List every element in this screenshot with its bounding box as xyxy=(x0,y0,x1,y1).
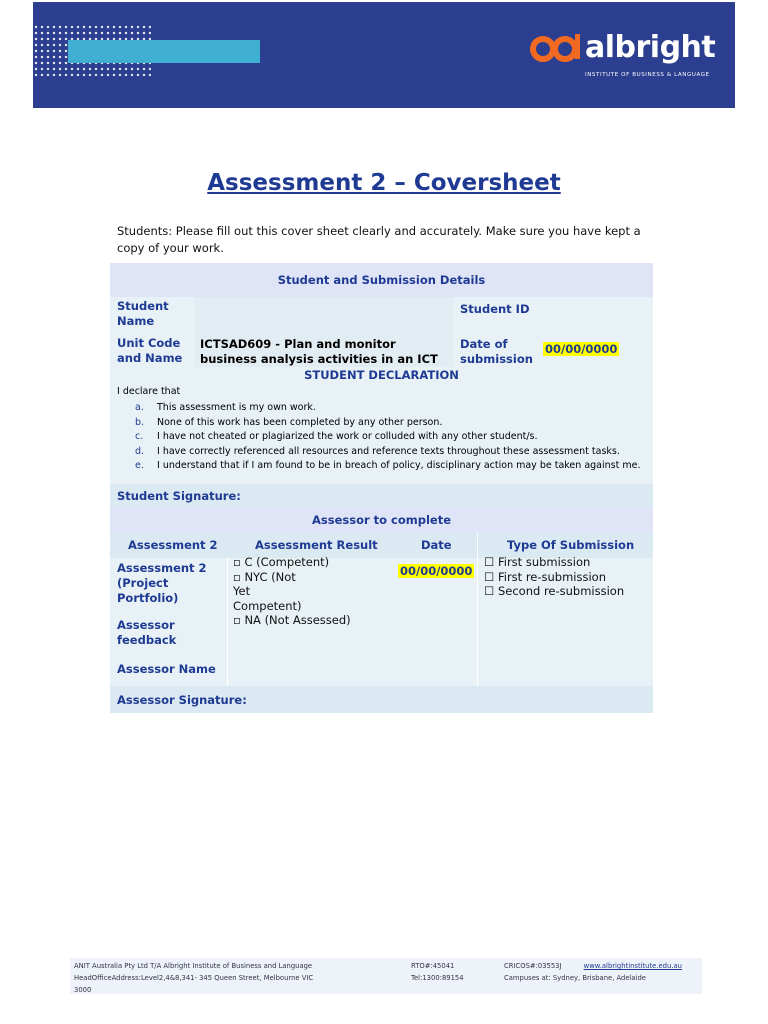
logo-subtitle: INSTITUTE OF BUSINESS & LANGUAGE xyxy=(585,72,710,78)
footer-company-line1: ANIT Australia Pty Ltd T/A Albright Institute of Business and Language xyxy=(74,962,313,970)
footer-rto: RTO#:45041 xyxy=(411,962,455,970)
assessor-section-title: Assessor to complete xyxy=(110,507,653,533)
footer-institution xyxy=(504,960,682,984)
footer-company-line2: HeadOfficeAddress:Level2,4&8,341- 345 Queen Street, Melbourne VIC xyxy=(74,974,314,982)
submission-type-second-resubmission[interactable]: ☐ Second re-submission xyxy=(484,584,625,598)
date-of-submission-label: Date of submission xyxy=(460,337,533,366)
result-option-competent[interactable]: ▫ C (Competent) xyxy=(233,555,330,569)
column-divider xyxy=(227,558,228,686)
row-unit xyxy=(110,335,653,367)
declaration-item: e. I understand that if I am found to be in breach of policy, disciplinary action may be taken against me. xyxy=(135,460,641,472)
unit-code-label: Unit Code and Name xyxy=(117,336,183,365)
assessor-name-label: Assessor Name xyxy=(117,662,216,676)
intro-text: Students: Please fill out this cover sheet clearly and accurately. Make sure you have kept a copy of your work. xyxy=(117,224,641,255)
student-declaration xyxy=(110,367,653,484)
footer-cricos: CRICOS#:03553J xyxy=(504,962,562,970)
assessor-feedback-label: Assessor feedback xyxy=(117,618,177,647)
declaration-intro: I declare that xyxy=(117,386,181,397)
footer-campuses: Campuses at: Sydney, Brisbane, Adelaide xyxy=(504,974,646,982)
logo-wordmark: albright xyxy=(585,30,716,65)
column-divider xyxy=(477,558,478,686)
page-title: Assessment 2 – Coversheet xyxy=(207,170,561,196)
student-signature-field[interactable] xyxy=(110,484,653,507)
declaration-list xyxy=(135,401,640,474)
column-assessment: Assessment 2 xyxy=(128,538,218,552)
result-option-nyc[interactable]: ▫ NYC (Not xyxy=(233,569,296,584)
submission-type-first-resubmission[interactable]: ☐ First re-submission xyxy=(484,569,607,584)
submission-date-field[interactable] xyxy=(543,338,619,357)
row-student-name xyxy=(110,297,653,335)
submission-date-value: 00/00/0000 xyxy=(545,342,618,356)
result-date-field[interactable] xyxy=(398,560,474,579)
decorative-accent-bar xyxy=(68,40,260,63)
declaration-title: STUDENT DECLARATION xyxy=(304,368,459,382)
footer-tel: Tel:1300:89154 xyxy=(411,974,464,982)
student-signature-label: Student Signature: xyxy=(117,488,241,503)
assessor-signature-field[interactable] xyxy=(110,686,653,713)
albright-logo-mark-icon xyxy=(529,32,581,66)
albright-logo xyxy=(529,30,716,86)
student-name-field[interactable] xyxy=(195,297,453,335)
submission-type-options xyxy=(484,555,652,599)
result-option-nyc-line2: Yet xyxy=(233,584,251,598)
declaration-item: d. I have correctly referenced all resources and reference texts throughout these assessment tasks. xyxy=(135,445,620,457)
declaration-item: c. I have not cheated or plagiarized the work or colluded with any other student/s. xyxy=(135,431,538,443)
footer-contact xyxy=(411,960,464,984)
footer-company xyxy=(74,960,313,996)
result-option-nyc-line3: Competent) xyxy=(233,598,302,613)
footer-website-link[interactable]: www.albrightinstitute.edu.au xyxy=(583,962,682,970)
assessment-name: Assessment 2 (Project Portfolio) xyxy=(117,561,207,605)
result-date-value: 00/00/0000 xyxy=(400,564,473,578)
footer-company-line3: 3000 xyxy=(74,986,92,994)
result-options xyxy=(233,555,398,628)
column-date: Date xyxy=(421,538,452,552)
declaration-item: b. None of this work has been completed by any other person. xyxy=(135,416,443,428)
footer xyxy=(70,958,702,994)
column-divider xyxy=(477,533,478,558)
section-title-student-details: Student and Submission Details xyxy=(110,263,653,297)
declaration-item: a. This assessment is my own work. xyxy=(135,402,316,413)
header-banner xyxy=(33,2,735,108)
student-name-label: Student Name xyxy=(117,299,169,328)
student-id-label: Student ID xyxy=(460,302,530,316)
column-result: Assessment Result xyxy=(255,538,378,552)
result-option-na[interactable]: ▫ NA (Not Assessed) xyxy=(233,613,351,627)
assessor-signature-label: Assessor Signature: xyxy=(117,692,247,707)
coversheet-form xyxy=(110,263,653,713)
assessor-results xyxy=(110,555,653,686)
submission-type-first[interactable]: ☐ First submission xyxy=(484,555,591,569)
unit-value: ICTSAD609 - Plan and monitor business analysis activities in an ICT xyxy=(200,337,438,366)
column-type: Type Of Submission xyxy=(507,538,635,552)
student-id-field[interactable] xyxy=(540,297,653,335)
